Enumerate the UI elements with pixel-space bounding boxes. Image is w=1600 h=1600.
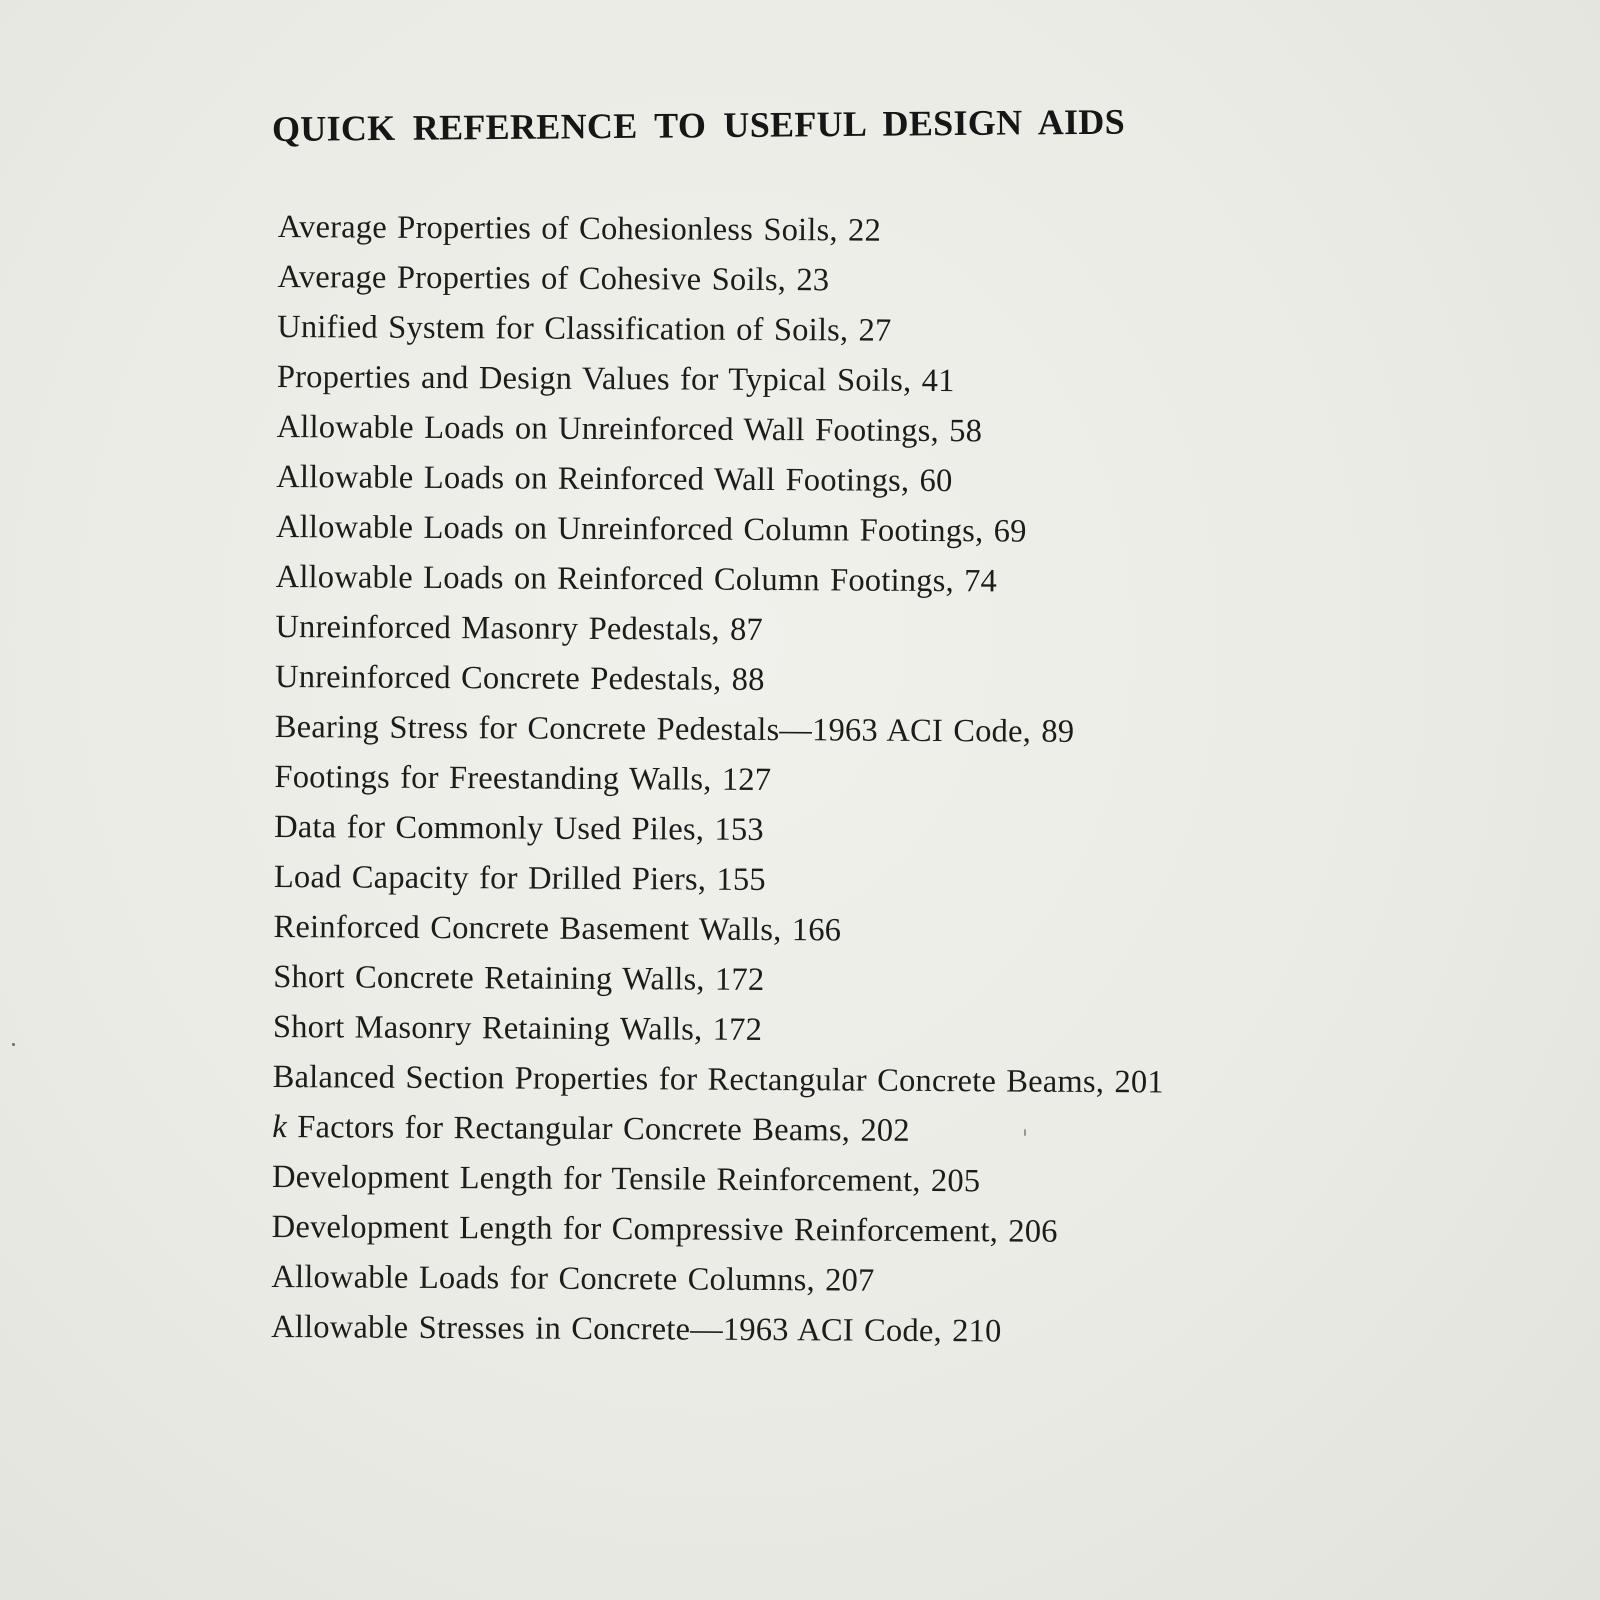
list-item-text: Unreinforced Concrete Pedestals, 88	[274, 658, 765, 698]
list-item-text: Load Capacity for Drilled Piers, 155	[273, 858, 766, 898]
list-item	[274, 802, 1165, 857]
list-item-text: Footings for Freestanding Walls, 127	[274, 758, 772, 799]
page-title: QUICK REFERENCE TO USEFUL DESIGN AIDS	[271, 101, 1126, 149]
list-item	[271, 1302, 1162, 1357]
list-item-text: Balanced Section Properties for Rectangular Concrete Beams, 201	[272, 1058, 1164, 1101]
list-item-text: Allowable Stresses in Concrete—1963 ACI Code, 210	[271, 1308, 1002, 1350]
list-item-text: Factors for Rectangular Concrete Beams, 202	[286, 1109, 910, 1149]
list-item	[272, 1202, 1163, 1257]
list-item	[277, 302, 1168, 357]
list-item	[272, 1152, 1163, 1207]
list-item	[278, 202, 1169, 257]
list-item-text: Development Length for Compressive Reinforcement, 206	[271, 1208, 1058, 1250]
list-item-text: Average Properties of Cohesive Soils, 23	[277, 258, 830, 299]
list-item	[275, 702, 1166, 757]
list-item-text: Allowable Loads on Unreinforced Wall Footings, 58	[276, 408, 983, 450]
list-item-text: Allowable Loads on Reinforced Column Footings, 74	[275, 558, 998, 600]
list-item	[273, 902, 1164, 957]
list-item	[276, 552, 1167, 607]
paper-speck	[1024, 1129, 1026, 1136]
list-item-text: Allowable Loads for Concrete Columns, 207	[271, 1258, 875, 1299]
italic-k-symbol: k	[272, 1108, 288, 1146]
list-item	[273, 1002, 1164, 1057]
list-item	[276, 402, 1167, 457]
list-item	[273, 952, 1164, 1007]
list-item-text: Properties and Design Values for Typical Soils, 41	[276, 358, 955, 400]
list-item	[273, 1052, 1164, 1107]
list-item-text: Average Properties of Cohesionless Soils, 22	[277, 208, 882, 249]
design-aids-list	[271, 202, 1169, 1357]
list-item	[276, 502, 1167, 557]
list-item-text: Allowable Loads on Unreinforced Column Footings, 69	[275, 508, 1027, 550]
list-item	[275, 602, 1166, 657]
list-item	[275, 652, 1166, 707]
list-item	[276, 452, 1167, 507]
list-item	[277, 252, 1168, 307]
list-item-text: Development Length for Tensile Reinforcement, 205	[271, 1158, 981, 1200]
list-item	[277, 352, 1168, 407]
list-item	[274, 752, 1165, 807]
list-item-text: Unified System for Classification of Soils, 27	[277, 308, 892, 349]
list-item-text: Reinforced Concrete Basement Walls, 166	[273, 908, 842, 949]
list-item-text: Unreinforced Masonry Pedestals, 87	[275, 608, 764, 648]
list-item-text: Data for Commonly Used Piles, 153	[274, 808, 764, 848]
paper-speck	[12, 1043, 15, 1046]
list-item-text: Bearing Stress for Concrete Pedestals—1963 ACI Code, 89	[274, 708, 1075, 750]
list-item-text: Allowable Loads on Reinforced Wall Footings, 60	[276, 458, 953, 500]
list-item	[271, 1252, 1162, 1307]
list-item-text: Short Concrete Retaining Walls, 172	[273, 958, 765, 998]
list-item	[274, 852, 1165, 907]
list-item-text: Short Masonry Retaining Walls, 172	[272, 1008, 763, 1048]
list-item	[272, 1102, 1163, 1157]
